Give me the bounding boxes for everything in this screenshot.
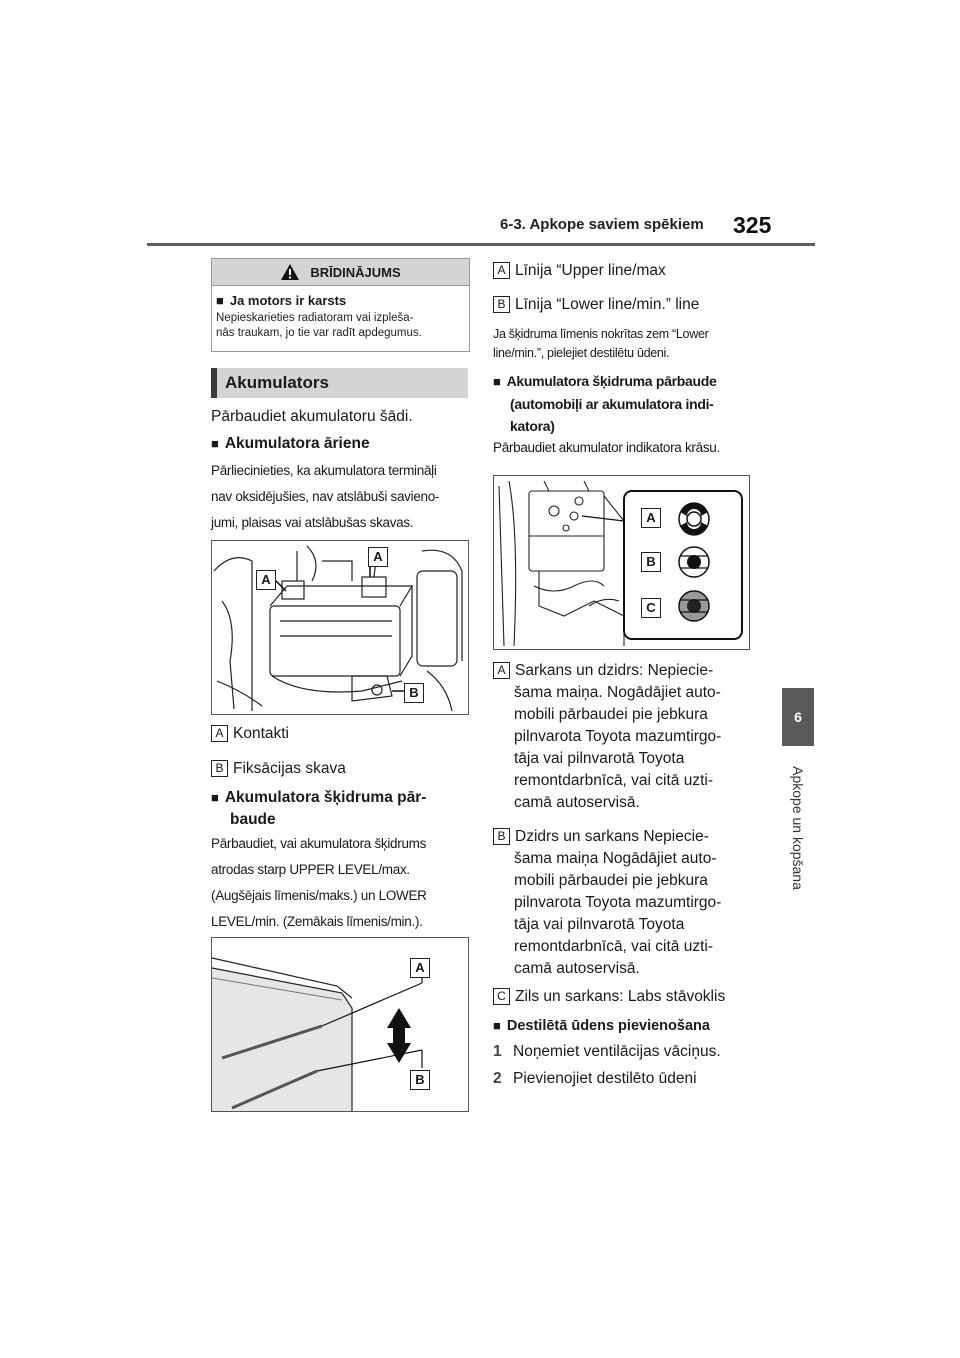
legend-line: pilnvarota Toyota mazumtirgo- (514, 728, 722, 745)
legend-line: Dzidrs un sarkans Nepiecie- (515, 828, 709, 845)
indicator-legend-a (493, 660, 753, 814)
legend-contacts (211, 725, 289, 743)
fluid-check-text (211, 831, 468, 935)
warning-body (216, 311, 469, 341)
indicator-legend-c (493, 988, 725, 1006)
step-2 (493, 1070, 697, 1088)
label-a: A (368, 547, 388, 567)
fluid-line: Pārbaudiet, vai akumulatora šķidrums (211, 836, 427, 851)
fluid-heading-line: ■ Akumulatora šķidruma pār- (211, 787, 468, 809)
battery-intro: Pārbaudiet akumulatoru šādi. (211, 408, 413, 425)
warning-line: Nepieskarieties radiatoram vai izpleša- (216, 312, 414, 324)
fluid-level-figure (211, 937, 469, 1112)
step-text: Pievienojiet destilēto ūdeni (513, 1070, 697, 1087)
warning-subtitle: ■ Ja motors ir karsts (216, 293, 469, 308)
warning-line: nās traukam, jo tie var radīt apdegumus. (216, 327, 422, 339)
legend-line: tāja vai pilnvarotā Toyota (514, 750, 685, 767)
warning-triangle-icon (280, 263, 300, 281)
legend-tag: B (493, 296, 510, 313)
legend-clamp (211, 760, 346, 778)
legend-line: camā autoservisā. (514, 960, 640, 977)
legend-tag: B (493, 828, 510, 845)
indicator-text: Pārbaudiet akumulator indikatora krāsu. (493, 440, 720, 455)
legend-tag: C (493, 988, 510, 1005)
legend-upper-line (493, 262, 666, 280)
step-1 (493, 1043, 721, 1061)
label-a: A (256, 570, 276, 590)
exterior-text (211, 458, 468, 536)
warning-title: BRĪDINĀJUMS (310, 264, 401, 280)
label-c: C (641, 598, 661, 618)
legend-line: remontdarbnīcā, vai citā uzti- (514, 938, 714, 955)
chapter-label-text: Apkope un kopšana (790, 766, 806, 890)
indicator-legend-b (493, 826, 753, 980)
indicator-heading-line: (automobiļi ar akumulatora indi- (510, 396, 714, 412)
chapter-tab: 6 (782, 688, 814, 746)
header-rule (147, 243, 815, 246)
fluid-line: (Augšējais līmenis/maks.) un LOWER (211, 888, 427, 903)
exterior-heading: ■ Akumulatora āriene (211, 435, 370, 453)
label-b: B (404, 683, 424, 703)
legend-line: mobili pārbaudei pie jebkura (514, 706, 708, 723)
indicator-illustration (494, 476, 749, 649)
battery-exterior-figure (211, 540, 469, 715)
legend-line: remontdarbnīcā, vai citā uzti- (514, 772, 714, 789)
label-a: A (410, 958, 430, 978)
legend-tag: A (211, 725, 228, 742)
label-a: A (641, 508, 661, 528)
legend-line: Sarkans un dzidrs: Nepiecie- (515, 662, 714, 679)
water-heading: ■ Destilētā ūdens pievienošana (493, 1018, 710, 1034)
legend-text: Līnija “Lower line/min.” line (515, 296, 700, 313)
warning-header (212, 259, 469, 286)
exterior-line: nav oksidējušies, nav atslābuši savieno- (211, 489, 440, 504)
legend-text: Līnija “Upper line/max (515, 262, 666, 279)
exterior-line: jumi, plaisas vai atslābušas skavas. (211, 515, 414, 530)
legend-line: mobili pārbaudei pie jebkura (514, 872, 708, 889)
low-level-note (493, 325, 708, 363)
exterior-line: Pārliecinieties, ka akumulatora termināļi (211, 463, 437, 478)
indicator-b-icon (679, 547, 709, 577)
step-number: 2 (493, 1070, 502, 1087)
legend-line: tāja vai pilnvarotā Toyota (514, 916, 685, 933)
legend-tag: A (493, 262, 510, 279)
indicator-heading-line: ■ Akumulatora šķidruma pārbaude (493, 370, 716, 393)
section-title: 6-3. Apkope saviem spēkiem (500, 216, 704, 233)
indicator-figure (493, 475, 750, 650)
legend-text: Fiksācijas skava (233, 760, 346, 777)
step-text: Noņemiet ventilācijas vāciņus. (513, 1043, 721, 1060)
fluid-check-heading (211, 787, 468, 831)
fluid-line: atrodas starp UPPER LEVEL/max. (211, 862, 410, 877)
legend-text: Kontakti (233, 725, 290, 742)
indicator-heading (493, 370, 716, 437)
label-b: B (410, 1070, 430, 1090)
legend-line: šama maiņa. Nogādājiet auto- (514, 684, 721, 701)
legend-line: Zils un sarkans: Labs stāvoklis (515, 988, 726, 1005)
indicator-c-icon (679, 591, 709, 621)
battery-illustration (212, 541, 468, 714)
legend-lower-line (493, 296, 699, 314)
indicator-a-icon (679, 502, 709, 535)
warning-box (211, 258, 470, 352)
section-heading-battery: Akumulators (211, 368, 468, 398)
fluid-heading-line: baude (230, 811, 276, 828)
legend-tag: B (211, 760, 228, 777)
indicator-heading-line: katora) (510, 418, 555, 434)
note-line: Ja šķidruma līmenis nokrītas zem “Lower (493, 327, 709, 341)
chapter-label (786, 758, 810, 898)
page-number: 325 (733, 212, 772, 238)
legend-tag: A (493, 662, 510, 679)
note-line: line/min.”, pielejiet destilētu ūdeni. (493, 346, 670, 360)
label-b: B (641, 552, 661, 572)
legend-line: pilnvarota Toyota mazumtirgo- (514, 894, 722, 911)
fluid-line: LEVEL/min. (Zemākais līmenis/min.). (211, 914, 423, 929)
legend-line: šama maiņa Nogādājiet auto- (514, 850, 717, 867)
legend-line: camā autoservisā. (514, 794, 640, 811)
step-number: 1 (493, 1043, 502, 1060)
